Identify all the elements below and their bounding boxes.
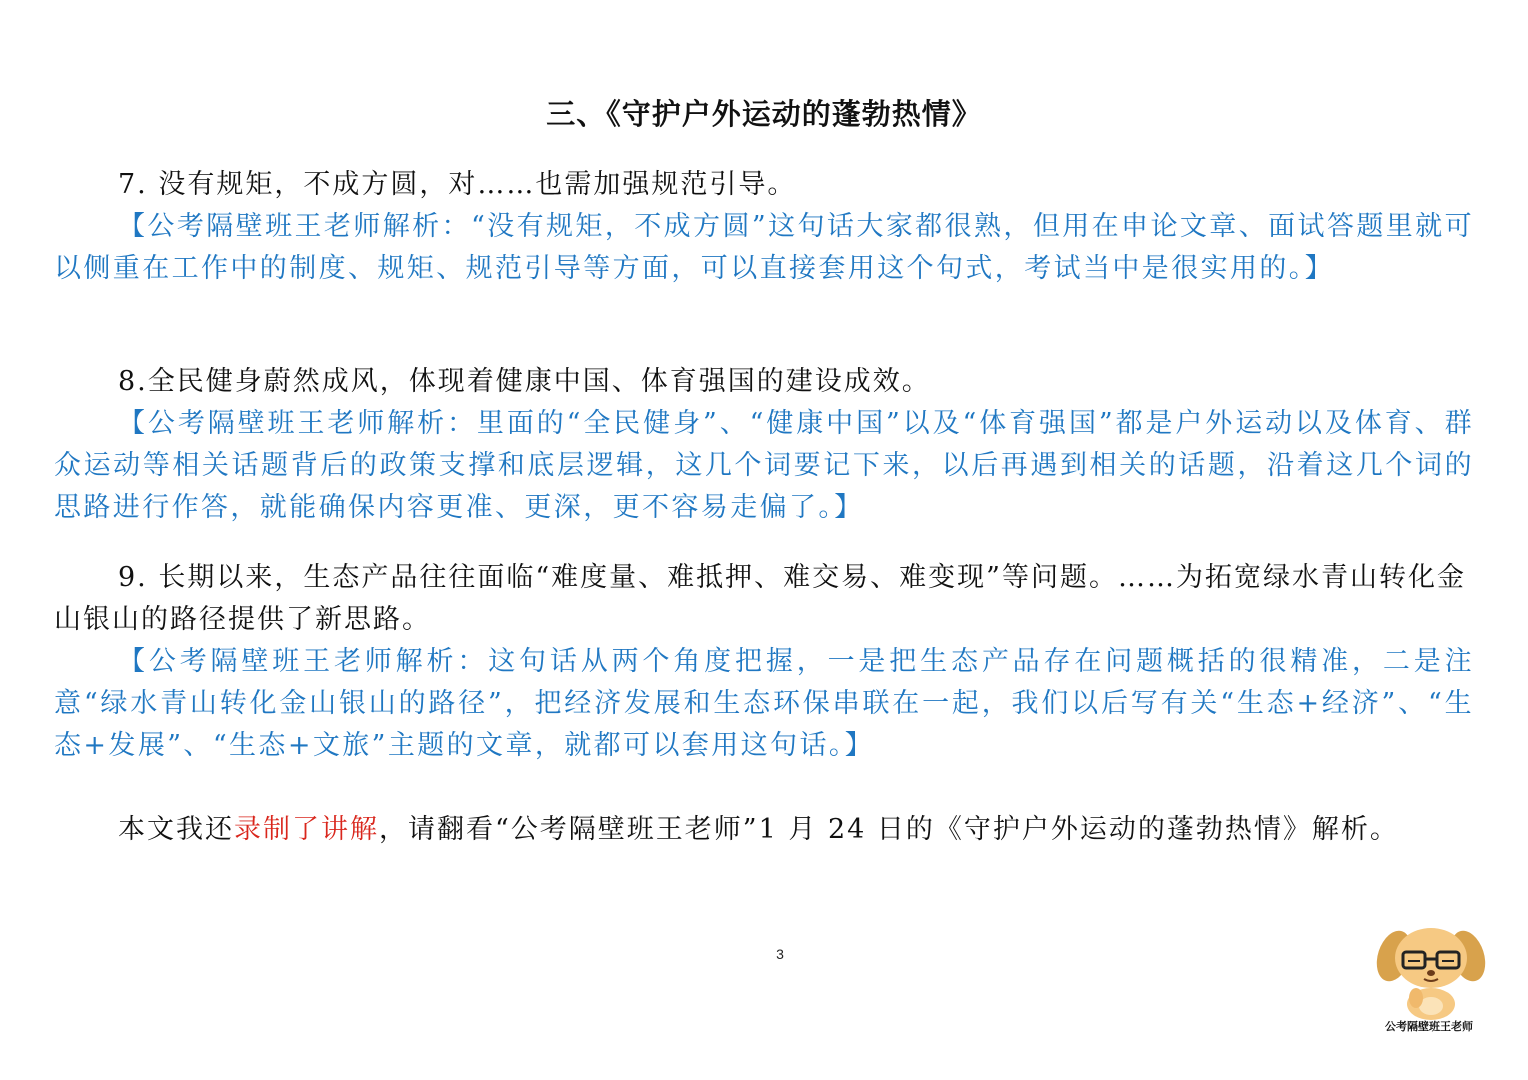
item-8-analysis: 【公考隔壁班王老师解析：里面的“全民健身”、“健康中国”以及“体育强国”都是户外运动以及体育、群众运动等相关话题背后的政策支撑和底层逻辑，这几个词要记下来，以后再遇到相关的话题，沿着这几个词的思路进行作答，就能确保内容更准、更深，更不容易走偏了。】 bbox=[54, 408, 1474, 523]
item-7 bbox=[54, 164, 1474, 290]
closing-before: 本文我还 bbox=[118, 814, 234, 845]
item-7-analysis: 【公考隔壁班王老师解析：“没有规矩，不成方圆”这句话大家都很熟，但用在申论文章、面试答题里就可以侧重在工作中的制度、规矩、规范引导等方面，可以直接套用这个句式，考试当中是很实用的。】 bbox=[54, 211, 1474, 284]
closing-paragraph bbox=[54, 809, 1474, 851]
section-title: 三、《守护户外运动的蓬勃热情》 bbox=[546, 97, 982, 131]
page-number: 3 bbox=[776, 946, 784, 962]
item-7-quote: 7. 没有规矩，不成方圆，对……也需加强规范引导。 bbox=[118, 169, 797, 200]
item-9-analysis: 【公考隔壁班王老师解析：这句话从两个角度把握，一是把生态产品存在问题概括的很精准，二是注意“绿水青山转化金山银山的路径”，把经济发展和生态环保串联在一起，我们以后写有关“生态+经济”、“生态+发展”、“生态+文旅”主题的文章，就都可以套用这句话。】 bbox=[54, 646, 1474, 761]
closing-text bbox=[54, 809, 1474, 851]
closing-highlight: 录制了讲解 bbox=[234, 814, 379, 845]
item-9 bbox=[54, 557, 1474, 767]
item-8-quote: 8.全民健身蔚然成风，体现着健康中国、体育强国的建设成效。 bbox=[118, 366, 931, 397]
item-8 bbox=[54, 361, 1474, 529]
logo-caption: 公考隔壁班王老师 bbox=[1385, 1020, 1473, 1033]
item-9-quote: 9. 长期以来，生态产品往往面临“难度量、难抵押、难交易、难变现”等问题。……为拓宽绿水青山转化金山银山的路径提供了新思路。 bbox=[54, 562, 1466, 635]
closing-after: ，请翻看“公考隔壁班王老师”1 月 24 日的《守护户外运动的蓬勃热情》解析。 bbox=[379, 814, 1399, 845]
